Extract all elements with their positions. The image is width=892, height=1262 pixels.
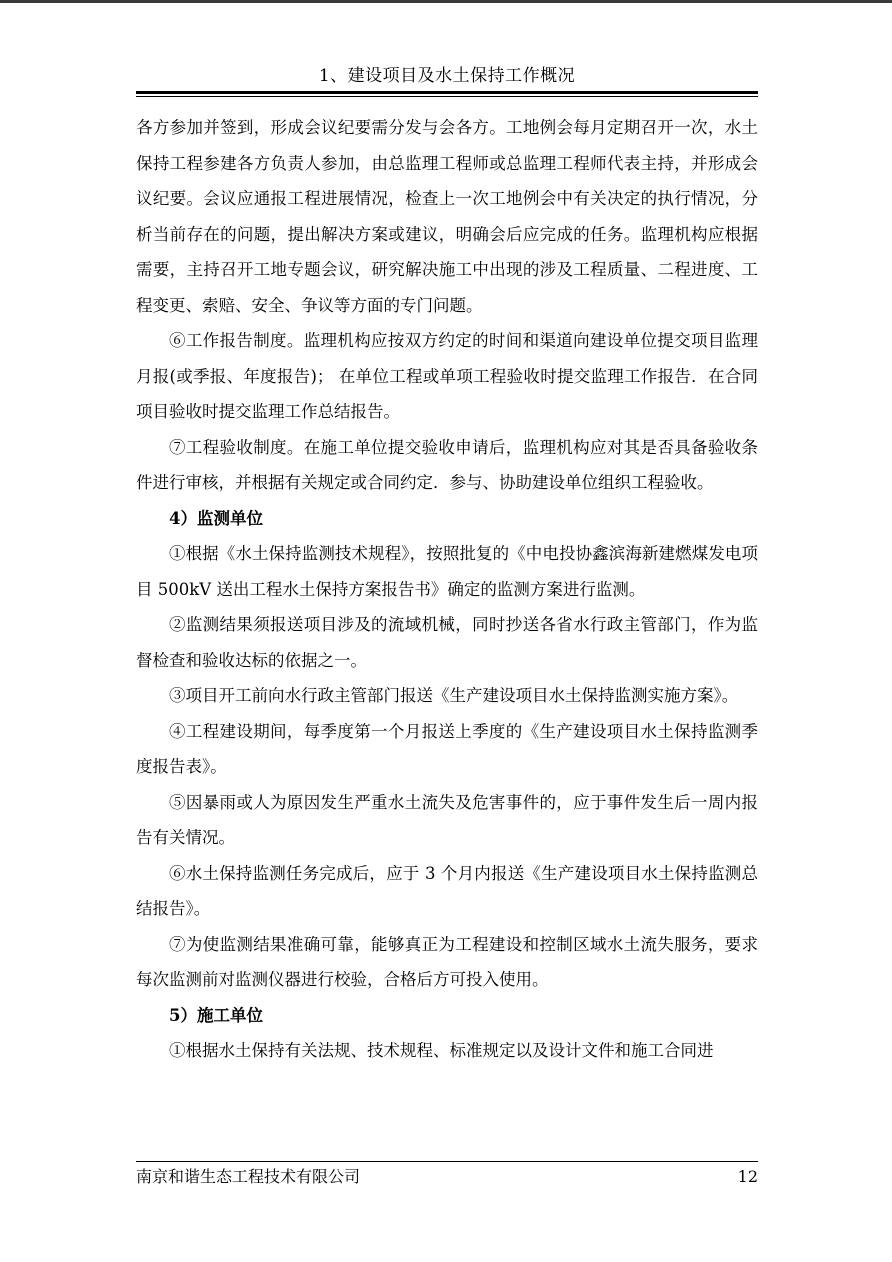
page-top-edge [0, 0, 892, 3]
section-heading-construction-unit: 5）施工单位 [169, 1005, 263, 1025]
page-number: 12 [737, 1167, 758, 1186]
header-rule-thin [136, 96, 758, 97]
section-heading-monitoring-unit: 4）监测单位 [169, 508, 263, 528]
list-item: ②监测结果须报送项目涉及的流域机械，同时抄送各省水行政主管部门，作为监督检查和验收达标的依据之一。 [136, 615, 758, 670]
header-rule-thick [136, 91, 758, 94]
paragraph: ⑦工程验收制度。在施工单位提交验收申请后，监理机构应对其是否具备验收条件进行审核，并根据有关规定或合同约定．参与、协助建设单位组织工程验收。 [136, 437, 758, 492]
list-item: ④工程建设期间，每季度第一个月报送上季度的《生产建设项目水土保持监测季度报告表》。 [136, 721, 758, 776]
paragraph: ⑥工作报告制度。监理机构应按双方约定的时间和渠道向建设单位提交项目监理月报(或季报、年度报告)； 在单位工程或单项工程验收时提交监理工作报告．在合同项目验收时提交监理工作总结报告。 [136, 331, 758, 421]
body-text [136, 110, 758, 1069]
list-item: ①根据水土保持有关法规、技术规程、标准规定以及设计文件和施工合同进 [169, 1041, 714, 1060]
paragraph: 各方参加并签到，形成会议纪要需分发与会各方。工地例会每月定期召开一次，水土保持工程参建各方负责人参加，由总监理工程师或总监理工程师代表主持，并形成会议纪要。会议应通报工程进展情况，检查上一次工地例会中有关决定的执行情况，分析当前存在的问题，提出解决方案或建议，明确会后应完成的任务。监理机构应根据需要，主持召开工地专题会议，研究解决施工中出现的涉及工程质量、二程进度、工程变更、索赔、安全、争议等方面的专门问题。 [136, 118, 758, 315]
list-item: ⑦为使监测结果准确可靠，能够真正为工程建设和控制区域水土流失服务，要求每次监测前对监测仪器进行校验，合格后方可投入使用。 [136, 934, 758, 989]
list-item: ①根据《水土保持监测技术规程》，按照批复的《中电投协鑫滨海新建燃煤发电项目 500kV 送出工程水土保持方案报告书》确定的监测方案进行监测。 [136, 544, 758, 599]
footer-company: 南京和谐生态工程技术有限公司 [136, 1167, 361, 1186]
list-item: ③项目开工前向水行政主管部门报送《生产建设项目水土保持监测实施方案》。 [169, 686, 739, 705]
list-item: ⑤因暴雨或人为原因发生严重水土流失及危害事件的，应于事件发生后一周内报告有关情况。 [136, 792, 758, 847]
footer-rule [136, 1161, 758, 1162]
list-item: ⑥水土保持监测任务完成后，应于 3 个月内报送《生产建设项目水土保持监测总结报告》。 [136, 863, 758, 918]
running-header: 1、建设项目及水土保持工作概况 [318, 66, 576, 86]
